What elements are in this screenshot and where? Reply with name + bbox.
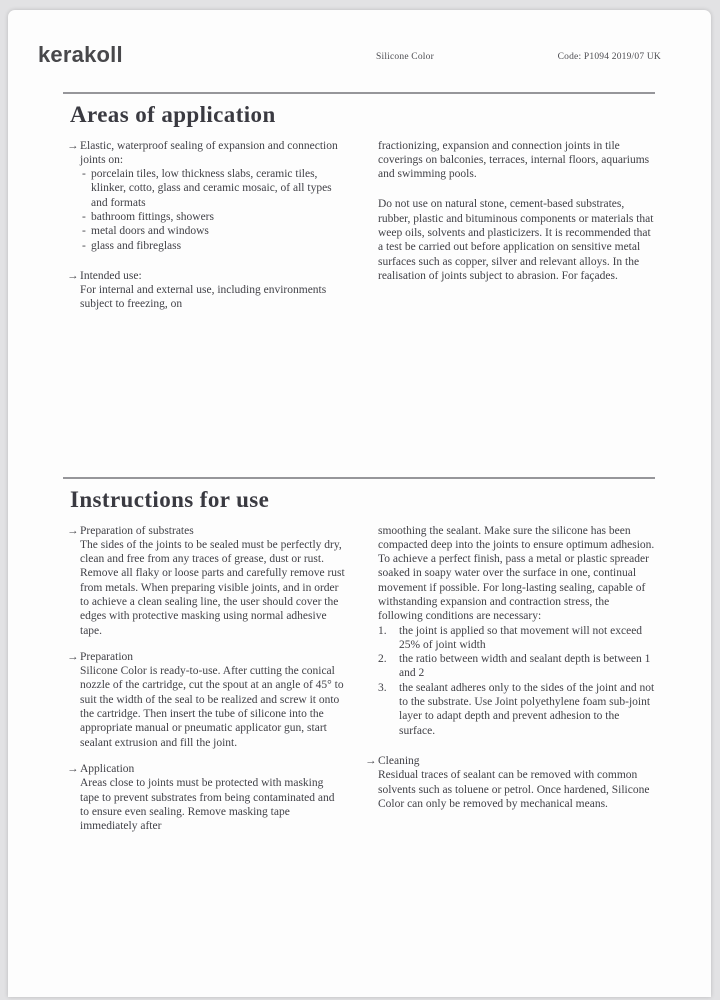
dash-bullet-icon: - bbox=[82, 168, 86, 181]
bullet-item bbox=[67, 139, 345, 253]
numbered-list bbox=[365, 624, 655, 738]
sub-item-text: porcelain tiles, low thickness slabs, ceramic tiles, klinker, cotto, glass and ceramic mosaic, of all types and formats bbox=[91, 168, 332, 209]
bullet-item bbox=[67, 650, 345, 750]
arrow-bullet-icon: → bbox=[67, 139, 79, 152]
numbered-item-text: the joint is applied so that movement will not exceed 25% of joint width bbox=[399, 624, 643, 651]
section-divider bbox=[63, 92, 655, 94]
item-number: 2. bbox=[378, 653, 387, 666]
bullet-item bbox=[67, 524, 345, 638]
bullet-title: Preparation of substrates bbox=[80, 524, 194, 537]
numbered-item bbox=[378, 652, 655, 681]
numbered-item-text: the sealant adheres only to the sides of the joint and not to the substrate. Use Joint polyethylene foam sub-joint layer to adapt depth and prevent adhesion to the surface. bbox=[399, 681, 655, 737]
sub-item bbox=[80, 210, 345, 224]
bullet-text: Silicone Color is ready-to-use. After cutting the conical nozzle of the cartridge, cut the spout at an angle of 45° to suit the width of the seal to be realized and screw it onto the cartridge. Then insert the tube of silicone into the appropriate manual or pneumatic applicator gun, start sealant extrusion and fill the joint. bbox=[80, 665, 344, 749]
sub-item-text: glass and fibreglass bbox=[91, 239, 182, 252]
bullet-title: Preparation bbox=[80, 650, 134, 663]
sub-item bbox=[80, 167, 345, 210]
bullet-title: Application bbox=[80, 762, 135, 775]
document-page bbox=[8, 10, 711, 997]
section-divider bbox=[63, 477, 655, 479]
arrow-bullet-icon: → bbox=[67, 650, 79, 663]
paragraph: fractionizing, expansion and connection joints in tile coverings on balconies, terraces, internal floors, aquariums and swimming pools. bbox=[378, 139, 650, 181]
bullet-item bbox=[365, 754, 655, 811]
section-instructions-for-use bbox=[63, 477, 655, 845]
sub-item bbox=[80, 224, 345, 238]
arrow-bullet-icon: → bbox=[67, 762, 79, 775]
arrow-bullet-icon: → bbox=[67, 269, 79, 282]
sub-item bbox=[80, 239, 345, 253]
bullet-title: Cleaning bbox=[378, 754, 420, 767]
section-areas-of-application bbox=[63, 92, 655, 324]
arrow-bullet-icon: → bbox=[67, 524, 79, 537]
document-title: Silicone Color bbox=[376, 52, 434, 62]
dash-bullet-icon: - bbox=[82, 239, 86, 252]
section-title: Instructions for use bbox=[70, 486, 270, 512]
bullet-item bbox=[67, 269, 345, 312]
section-title: Areas of application bbox=[70, 101, 276, 127]
sub-item-text: bathroom fittings, showers bbox=[91, 210, 214, 223]
bullet-text: Areas close to joints must be protected with masking tape to prevent substrates from being contaminated and to ensure even sealing. Remove masking tape immediately after bbox=[80, 777, 335, 833]
areas-left-column bbox=[67, 139, 345, 324]
bullet-text: The sides of the joints to be sealed must be perfectly dry, clean and free from any traces of grease, dust or rust. Remove all flaky or loose parts and carefully remove rust from metals. When preparing visible joints, and in order to achieve a clean sealing line, the user should cover the edges with protective masking using normal adhesive tape. bbox=[80, 538, 345, 637]
bullet-item bbox=[67, 762, 345, 833]
instructions-left-column bbox=[67, 524, 345, 846]
bullet-title: Intended use: bbox=[80, 269, 142, 282]
document-code: Code: P1094 2019/07 UK bbox=[557, 52, 661, 62]
item-number: 3. bbox=[378, 681, 387, 694]
kerakoll-logo: kerakoll bbox=[38, 42, 123, 67]
bullet-text: Residual traces of sealant can be removed with common solvents such as toluene or petrol. Once hardened, Silicone Color can only be removed by mechanical means. bbox=[378, 769, 650, 810]
paragraph: smoothing the sealant. Make sure the silicone has been compacted deep into the joints to ensure optimum adhesion. To achieve a perfect finish, pass a metal or plastic spreader soaked in soapy water over the surface in one, continual movement if possible. For long-lasting sealing, capable of withstanding expansion and contraction stress, the following conditions are necessary: bbox=[378, 524, 655, 623]
bullet-text: For internal and external use, including environments subject to freezing, on bbox=[80, 284, 327, 311]
areas-right-column bbox=[365, 139, 655, 324]
arrow-bullet-icon: → bbox=[365, 754, 377, 767]
item-number: 1. bbox=[378, 624, 387, 637]
instructions-right-column bbox=[365, 524, 655, 846]
sub-item-text: metal doors and windows bbox=[91, 225, 209, 238]
paragraph: Do not use on natural stone, cement-based substrates, rubber, plastic and bituminous components or materials that weep oils, solvents and plasticizers. It is recommended that a test be carried out before application on sensitive metal surfaces such as copper, silver and relevant alloys. In the realisation of joints subject to abrasion. For façades. bbox=[378, 198, 654, 282]
bullet-text: Elastic, waterproof sealing of expansion and connection joints on: bbox=[80, 139, 338, 166]
numbered-item bbox=[378, 681, 655, 738]
dash-bullet-icon: - bbox=[82, 225, 86, 238]
numbered-item bbox=[378, 624, 655, 653]
dash-bullet-icon: - bbox=[82, 210, 86, 223]
numbered-item-text: the ratio between width and sealant depth is between 1 and 2 bbox=[399, 653, 651, 680]
